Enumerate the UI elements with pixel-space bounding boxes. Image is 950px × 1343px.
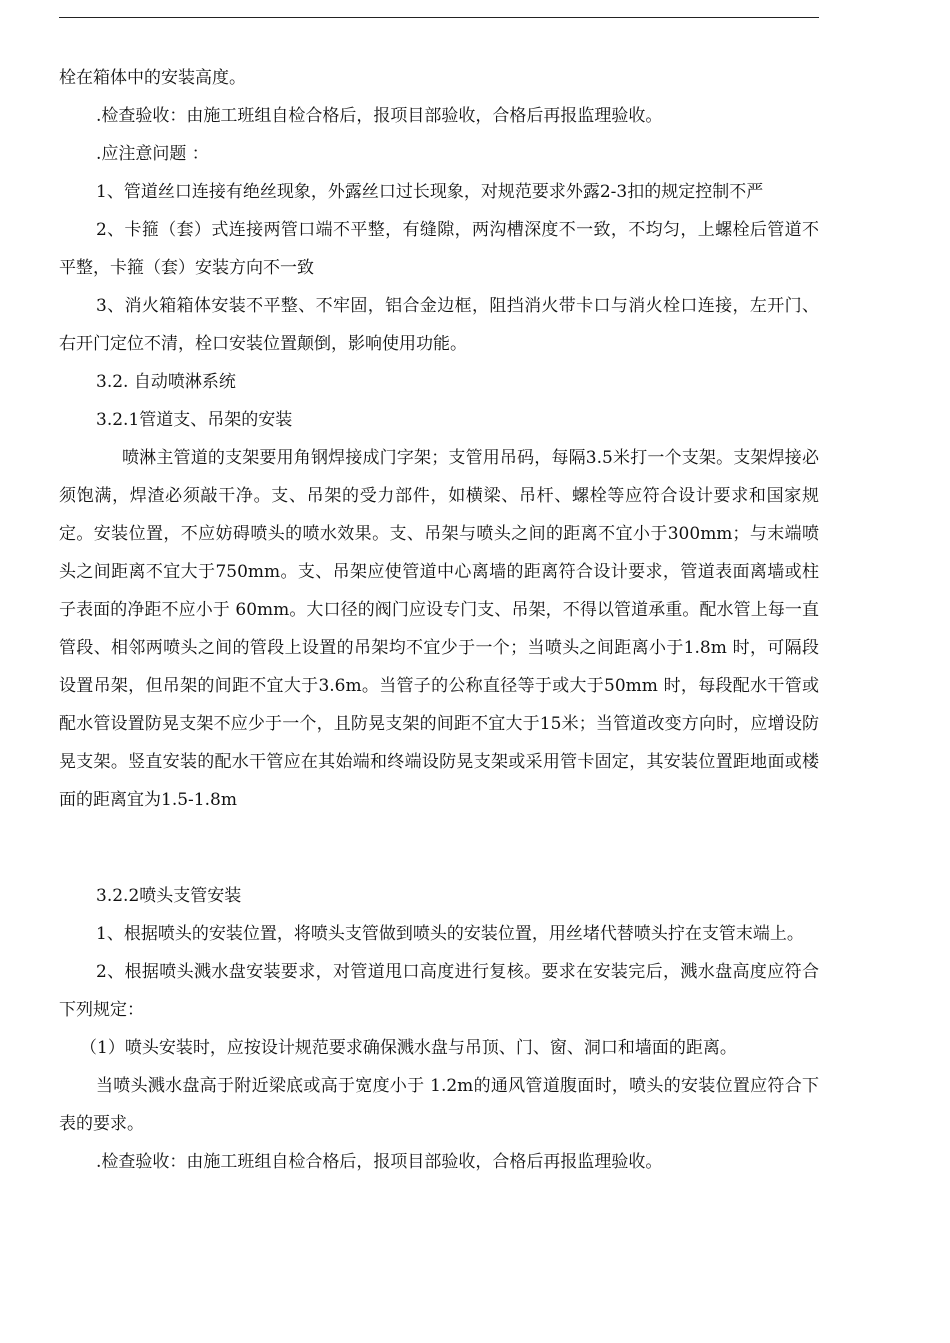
- paragraph-note-2: 2、卡箍（套）式连接两管口端不平整，有缝隙，两沟槽深度不一致，不均匀，上螺栓后管道不平整，卡箍（套）安装方向不一致: [59, 220, 819, 278]
- paragraph-beam-rule: 当喷头溅水盘高于附近梁底或高于宽度小于 1.2m的通风管道腹面时，喷头的安装位置应符合下表的要求。: [59, 1076, 819, 1134]
- section-heading-3-2-1: 3.2.1管道支、吊架的安装: [96, 410, 293, 430]
- paragraph-support-installation: 喷淋主管道的支架要用角钢焊接成门字架；支管用吊码，每隔3.5米打一个支架。支架焊接必须饱满，焊渣必须敲干净。支、吊架的受力部件，如横梁、吊杆、螺栓等应符合设计要求和国家规定。安装位置，不应妨碍喷头的喷水效果。支、吊架与喷头之间的距离不宜小于300mm；与末端喷头之间距离不宜大于750mm。支、吊架应使管道中心离墙的距离符合设计要求，管道表面离墙或柱子表面的净距不应小于 60mm。大口径的阀门应设专门支、吊架，不得以管道承重。配水管上每一直管段、相邻两喷头之间的管段上设置的吊架均不宜少于一个；当喷头之间距离小于1.8m 时，可隔段设置吊架，但吊架的间距不宜大于3.6m。当管子的公称直径等于或大于50mm 时，每段配水干管或配水管设置防晃支架不应少于一个，且防晃支架的间距不宜大于15米；当管道改变方向时，应增设防晃支架。竖直安装的配水干管应在其始端和终端设防晃支架或采用管卡固定，其安装位置距地面或楼面的距离宜为1.5-1.8m: [59, 448, 819, 810]
- paragraph-inspection: .检查验收：由施工班组自检合格后，报项目部验收，合格后再报监理验收。: [96, 106, 663, 126]
- document-body: [59, 59, 819, 1181]
- paragraph-inspection-2: .检查验收：由施工班组自检合格后，报项目部验收，合格后再报监理验收。: [96, 1152, 663, 1172]
- section-heading-3-2-2: 3.2.2喷头支管安装: [96, 886, 242, 906]
- paragraph-step-2: 2、根据喷头溅水盘安装要求，对管道甩口高度进行复核。要求在安装完后，溅水盘高度应符合下列规定：: [59, 962, 819, 1020]
- section-heading-3-2: 3.2. 自动喷淋系统: [96, 372, 236, 392]
- paragraph-note-1: 1、管道丝口连接有绝丝现象，外露丝口过长现象，对规范要求外露2-3扣的规定控制不严: [96, 182, 764, 202]
- paragraph-rule-1: （1）喷头安装时，应按设计规范要求确保溅水盘与吊顶、门、窗、洞口和墙面的距离。: [80, 1038, 737, 1058]
- paragraph-notes-heading: .应注意问题 ：: [96, 144, 209, 164]
- paragraph-continuation: 栓在箱体中的安装高度。: [59, 68, 246, 88]
- header-rule: [59, 17, 819, 18]
- paragraph-note-3: 3、消火箱箱体安装不平整、不牢固，铝合金边框，阻挡消火带卡口与消火栓口连接，左开门、右开门定位不清，栓口安装位置颠倒，影响使用功能。: [59, 296, 819, 354]
- section-gap: [59, 819, 819, 877]
- paragraph-step-1: 1、根据喷头的安装位置，将喷头支管做到喷头的安装位置，用丝堵代替喷头拧在支管末端上。: [96, 924, 804, 944]
